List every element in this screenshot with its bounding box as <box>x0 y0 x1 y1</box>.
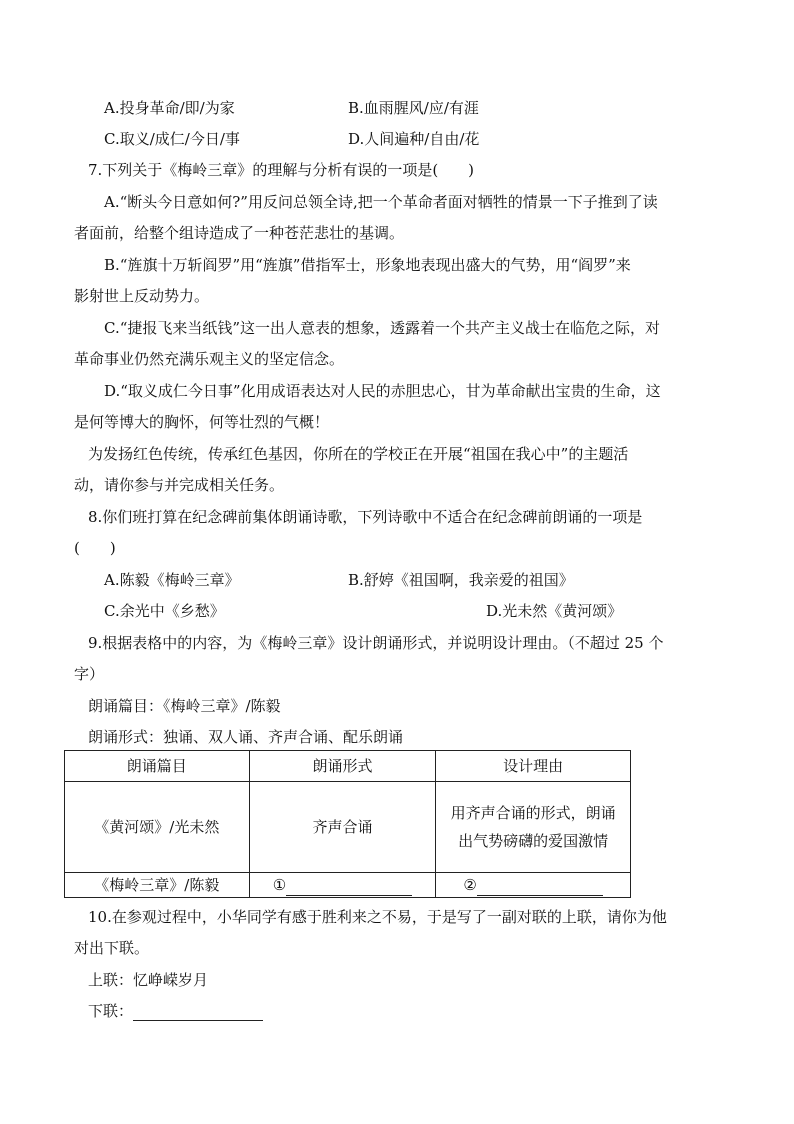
row1-reason: 用齐声合诵的形式，朗诵出气势磅礴的爱国激情 <box>450 804 616 850</box>
q8-option-a: A.陈毅《梅岭三章》 <box>104 571 240 589</box>
q7-option-d-line1: D.“取义成仁今日事”化用成语表达对人民的赤胆忠心，甘为革命献出宝贵的生命，这 <box>104 382 661 400</box>
row1-reason-cell <box>436 782 631 873</box>
q10-stem-line1: 10.在参观过程中，小华同学有感于胜利来之不易，于是写了一副对联的上联，请你为他 <box>88 908 667 926</box>
q7-option-a-line1: A.“断头今日意如何?”用反问总领全诗,把一个革命者面对牺牲的情景一下子推到了读 <box>104 193 658 211</box>
row2-piece: 《梅岭三章》/陈毅 <box>65 873 250 898</box>
header-piece: 朗诵篇目 <box>65 751 250 782</box>
reading-table-row <box>65 782 631 873</box>
blank-marker-2: ② <box>463 876 477 894</box>
q7-option-c-line2: 革命事业仍然充满乐观主义的坚定信念。 <box>74 350 345 368</box>
q6-options-row-2 <box>104 129 704 149</box>
q6-option-b: B.血雨腥风/应/有涯 <box>348 99 479 117</box>
q8-stem-line1: 8.你们班打算在纪念碑前集体朗诵诗歌，下列诗歌中不适合在纪念碑前朗诵的一项是 <box>88 508 643 526</box>
couplet-upper: 上联：忆峥嵘岁月 <box>88 971 209 989</box>
q8-options-row-2 <box>104 601 704 621</box>
q9-piece: 朗诵篇目：《梅岭三章》/陈毅 <box>88 697 281 715</box>
row2-form-cell[interactable] <box>249 873 436 898</box>
q8-stem-line2: ( ) <box>74 539 116 557</box>
q7-stem: 7.下列关于《梅岭三章》的理解与分析有误的一项是( ) <box>88 161 475 179</box>
q10-stem-line2: 对出下联。 <box>74 939 150 957</box>
q7-option-a-line2: 者面前，给整个组诗造成了一种苍茫悲壮的基调。 <box>74 224 405 242</box>
q6-option-d: D.人间遍种/自由/花 <box>348 130 480 148</box>
q9-stem-line2: 字） <box>74 665 105 683</box>
q8-options-row-1 <box>104 570 704 590</box>
q9-stem-line1: 9.根据表格中的内容，为《梅岭三章》设计朗诵形式，并说明设计理由。（不超过 25 个 <box>88 634 664 652</box>
answer-blank-1[interactable] <box>286 879 412 896</box>
activity-intro-line1: 为发扬红色传统，传承红色基因，你所在的学校正在开展“祖国在我心中”的主题活 <box>88 445 629 463</box>
couplet-lower-row <box>88 1001 263 1021</box>
row1-form: 齐声合诵 <box>249 782 436 873</box>
blank-marker-1: ① <box>272 876 287 894</box>
q7-option-b-line1: B.“旌旗十万斩阎罗”用“旌旗”借指军士，形象地表现出盛大的气势，用“阎罗”来 <box>104 256 631 274</box>
activity-intro-line2: 动，请你参与并完成相关任务。 <box>74 476 285 494</box>
q7-option-d-line2: 是何等博大的胸怀，何等壮烈的气概！ <box>74 413 330 431</box>
answer-blank-2[interactable] <box>477 879 603 896</box>
header-form: 朗诵形式 <box>249 751 436 782</box>
q8-option-d: D.光未然《黄河颂》 <box>486 602 623 620</box>
q6-options-row-1 <box>104 98 704 118</box>
header-reason: 设计理由 <box>436 751 631 782</box>
q6-option-c: C.取义/成仁/今日/事 <box>104 130 240 148</box>
reading-table-row <box>65 873 631 898</box>
q7-option-b-line2: 影射世上反动势力。 <box>74 287 210 305</box>
q7-option-c-line1: C.“捷报飞来当纸钱”这一出人意表的想象，透露着一个共产主义战士在临危之际，对 <box>104 319 661 337</box>
row2-reason-cell[interactable] <box>436 873 631 898</box>
couplet-lower-label: 下联： <box>88 1002 134 1020</box>
q6-option-a: A.投身革命/即/为家 <box>104 99 235 117</box>
couplet-lower-blank[interactable] <box>133 1004 263 1021</box>
reading-table-header <box>65 751 631 782</box>
reading-table <box>64 750 631 898</box>
q8-option-b: B.舒婷《祖国啊，我亲爱的祖国》 <box>348 571 574 589</box>
row1-piece: 《黄河颂》/光未然 <box>65 782 250 873</box>
q8-option-c: C.余光中《乡愁》 <box>104 602 225 620</box>
q9-forms: 朗诵形式：独诵、双人诵、齐声合诵、配乐朗诵 <box>88 728 404 746</box>
